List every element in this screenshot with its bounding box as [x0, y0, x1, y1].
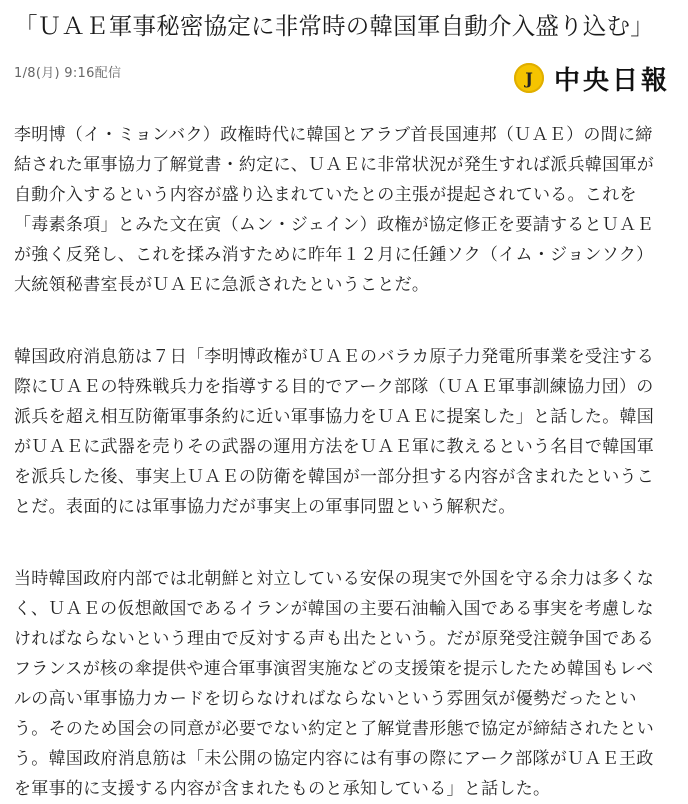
source-logo-icon: J: [514, 63, 544, 93]
source-branding[interactable]: [514, 54, 670, 102]
article-body: [14, 120, 674, 804]
publish-date: 1/8(月) 9:16配信: [14, 66, 122, 81]
article-paragraph: 李明博（イ・ミョンバク）政権時代に韓国とアラブ首長国連邦（ＵＡＥ）の間に締 結された軍事協力了解覚書・約定に、ＵＡＥに非常状況が発生すれば派兵韓国軍が 自動介入するという内容が盛り込まれていたとの主張が提起されている。これを 「毒素条項」とみた文在寅（ムン・ジェイン）政権が協定修正を要請するとＵＡＥ が強く反発し、これを揉み消すために昨年１２月に任鍾ソク（イム・ジョンソク） 大統領秘書室長がＵＡＥに急派されたということだ。: [14, 125, 655, 295]
paragraph-spacer: [14, 522, 674, 564]
article-headline: 「ＵＡＥ軍事秘密協定に非常時の韓国軍自動介入盛り込む」: [14, 12, 654, 40]
article-paragraph: 当時韓国政府内部では北朝鮮と対立している安保の現実で外国を守る余力は多くな く、ＵＡＥの仮想敵国であるイランが韓国の主要石油輸入国である事実を考慮しな ければならないという理由で反対する声も出たという。だが原発受注競争国である フランスが核の傘提供や連合軍事演習実施などの支援策を提示したため韓国もレベ ルの高い軍事協力カードを切らなければならないという雰囲気が優勢だったとい う。そのため国会の同意が必要でない約定と了解覚書形態で協定が締結されたとい う。韓国政府消息筋は「未公開の協定内容には有事の際にアーク部隊がＵＡＥ王政 を軍事的に支援する内容が含まれたものと承知している」と話した。: [14, 569, 655, 799]
source-name: 中央日報: [553, 65, 670, 96]
article-paragraph: 韓国政府消息筋は７日「李明博政権がＵＡＥのバラカ原子力発電所事業を受注する 際にＵＡＥの特殊戦兵力を指導する目的でアーク部隊（ＵＡＥ軍事訓練協力団）の 派兵を超え相互防衛軍事条約に近い軍事協力をＵＡＥに提案した」と話した。韓国 がＵＡＥに武器を売りその武器の運用方法をＵＡＥ軍に教えるという名目で韓国軍 を派兵した後、事実上ＵＡＥの防衛を韓国が一部分担する内容が含まれたというこ とだ。表面的には軍事協力だが事実上の軍事同盟という解釈だ。: [14, 347, 655, 517]
paragraph-spacer: [14, 300, 674, 342]
article-meta: [14, 54, 674, 114]
